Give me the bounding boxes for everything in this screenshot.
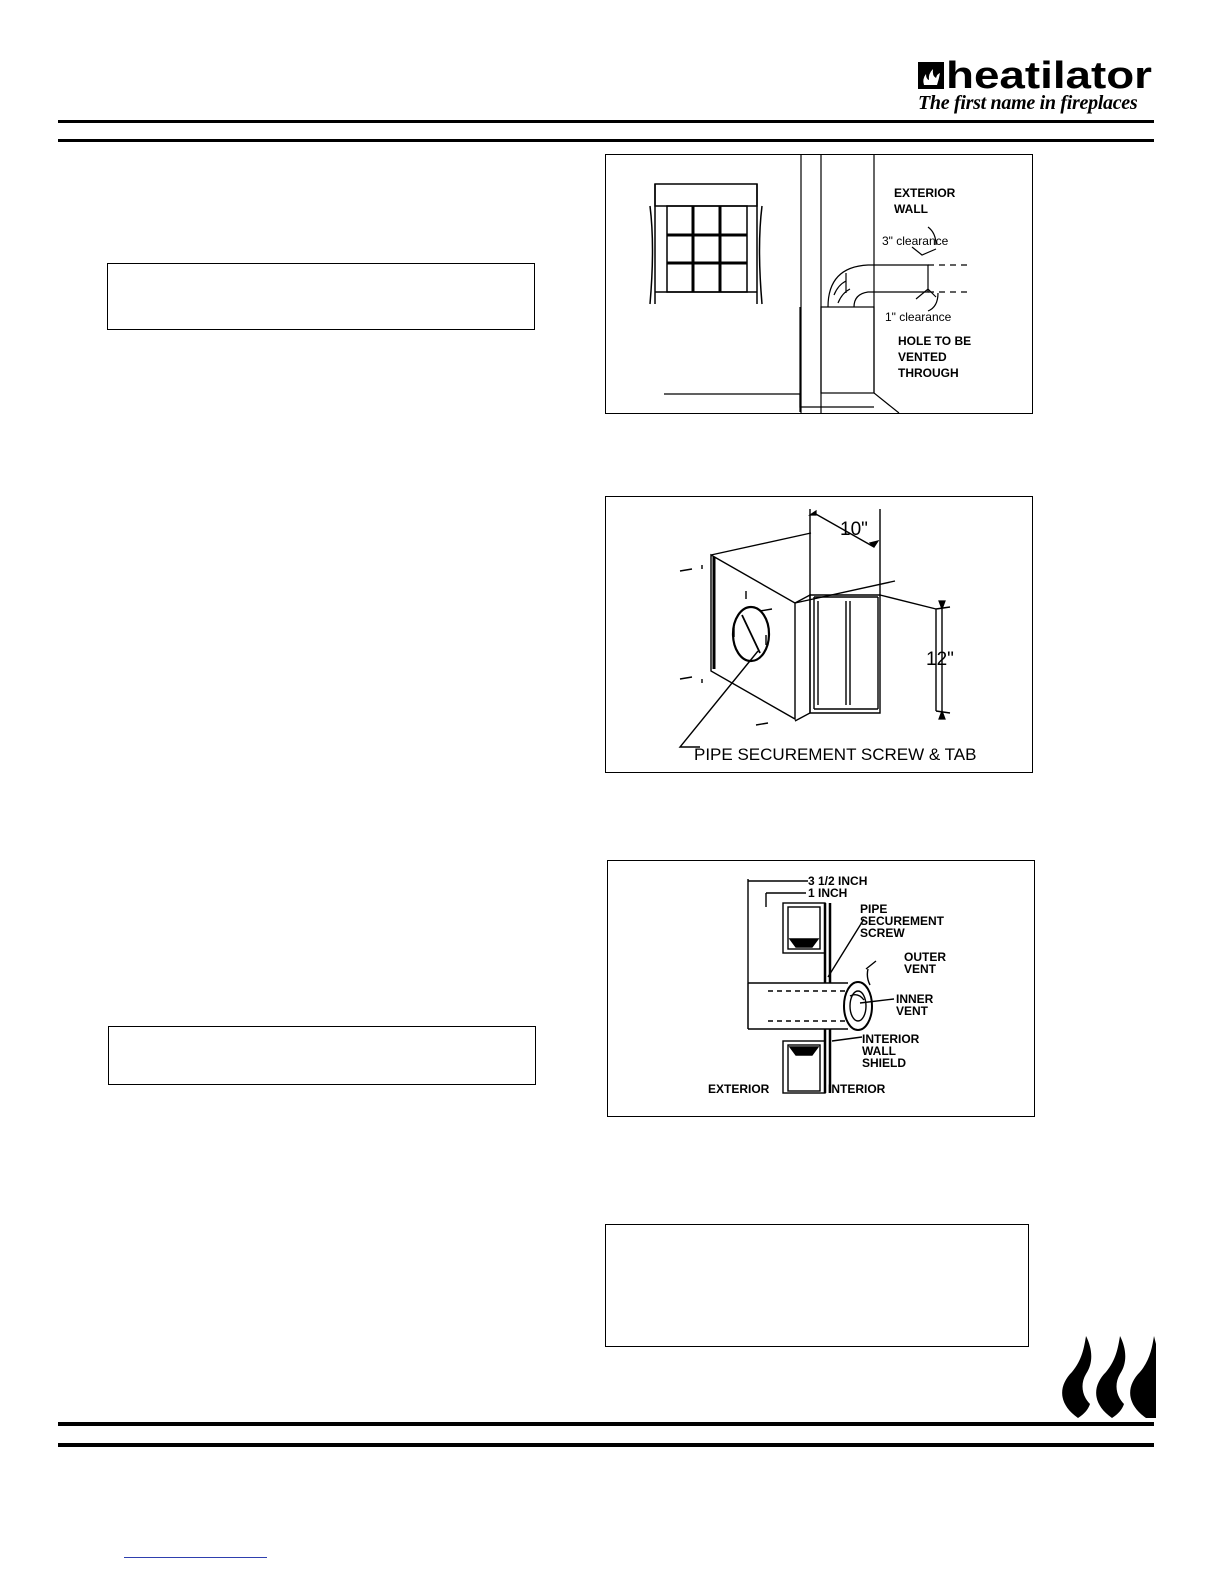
dim-outer-label: 3 1/2 INCH — [808, 874, 868, 888]
footer-rule-bottom — [58, 1443, 1154, 1447]
hole-label-3: THROUGH — [898, 366, 959, 380]
interior-label: INTERIOR — [828, 1082, 886, 1096]
pipe-screw-label-3: SCREW — [860, 926, 905, 940]
wall-shield-label-3: SHIELD — [862, 1056, 907, 1070]
hole-label-1: HOLE TO BE — [898, 334, 972, 348]
header-rule-top — [58, 120, 1154, 123]
brand-tagline: The first name in fireplaces — [918, 92, 1138, 114]
inner-vent-label-2: VENT — [896, 1004, 929, 1018]
brand-name: heatilator — [946, 58, 1153, 90]
outer-vent-label-1: OUTER — [904, 950, 946, 964]
flames-icon — [1056, 1334, 1156, 1420]
note-box-2 — [108, 1026, 536, 1085]
dim-inner-label: 1 INCH — [808, 886, 848, 900]
bottom-clearance-label: 1" clearance — [885, 310, 952, 324]
exterior-wall-label-1: EXTERIOR — [894, 186, 956, 200]
footer-rule-top — [58, 1422, 1154, 1426]
flame-logo-icon — [918, 62, 944, 89]
window-illustration — [650, 184, 762, 304]
exterior-label: EXTERIOR — [708, 1082, 770, 1096]
header-rule-bottom — [58, 139, 1154, 142]
shield-box — [680, 509, 950, 747]
top-clearance-label: 3" clearance — [882, 234, 949, 248]
figure-vent-cross-section — [607, 860, 1035, 1117]
pipe-screw-label-1: PIPE — [860, 902, 888, 916]
note-box-1 — [107, 263, 535, 330]
brand-wordmark — [918, 58, 1154, 90]
figure-vent-location — [605, 154, 1033, 414]
wall-shield-label-2: WALL — [862, 1044, 896, 1058]
outer-vent-label-2: VENT — [904, 962, 937, 976]
inner-vent-label-1: INNER — [896, 992, 934, 1006]
brand-logo — [918, 58, 1154, 90]
note-box-3 — [605, 1224, 1029, 1347]
wall-shield-label-1: INTERIOR — [862, 1032, 920, 1046]
figure-wall-shield — [605, 496, 1033, 773]
exterior-wall-label-2: WALL — [894, 202, 928, 216]
pipe-screw-label-2: SECUREMENT — [860, 914, 945, 928]
width-dimension: 10" — [840, 519, 868, 540]
link-underline[interactable] — [124, 1557, 267, 1558]
hole-label-2: VENTED — [898, 350, 947, 364]
pipe-securement-caption: PIPE SECUREMENT SCREW & TAB — [694, 745, 977, 764]
height-dimension: 12" — [926, 649, 954, 670]
